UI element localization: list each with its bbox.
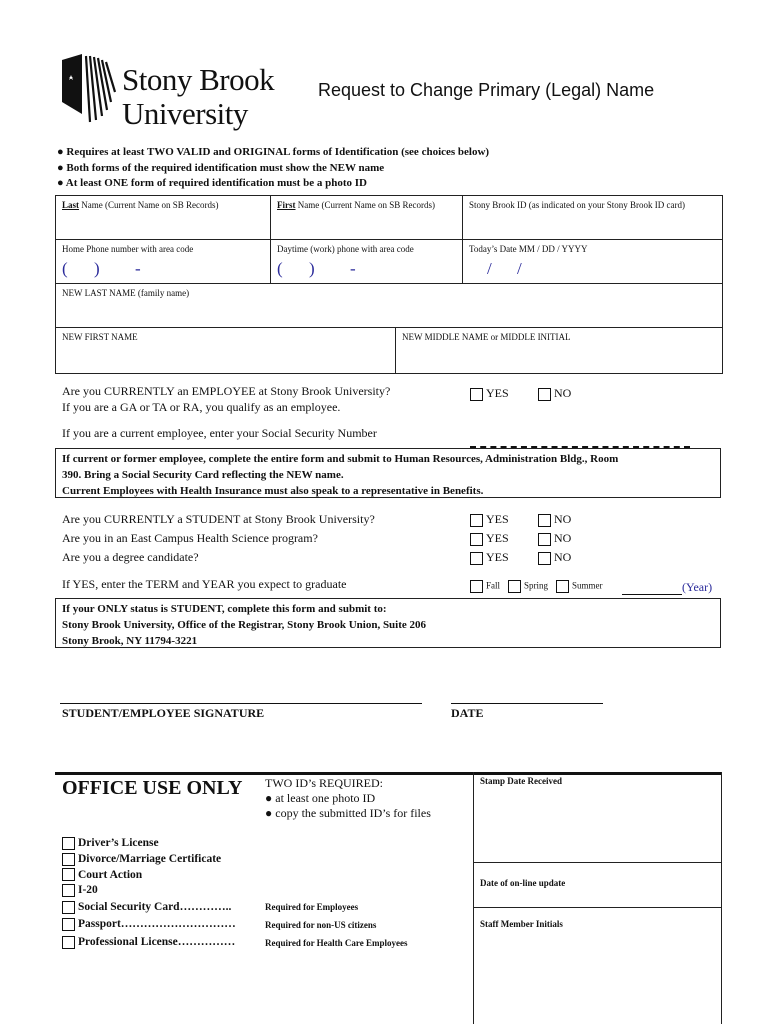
yes-label: YES	[486, 531, 509, 545]
id-checklist	[62, 836, 236, 951]
degree-no[interactable]	[538, 550, 571, 565]
term-fall[interactable]	[470, 580, 500, 593]
student-yes[interactable]	[470, 512, 509, 527]
no-label: NO	[554, 550, 572, 564]
paren-open: (	[277, 259, 283, 278]
paren-close: )	[309, 259, 315, 278]
req-employees-note: Required for Employees	[265, 902, 359, 912]
work-phone-label: Daytime (work) phone with area code	[277, 244, 414, 254]
two-ids-required: TWO ID’s REQUIRED:	[265, 776, 383, 790]
employee-instructions	[55, 448, 721, 498]
id-option-label: Divorce/Marriage Certificate	[78, 852, 222, 865]
employee-instr-line: 390. Bring a Social Security Card reflecting the NEW name.	[62, 469, 344, 481]
employee-instr-line: If current or former employee, complete the entire form and submit to Human Resources, Administration Bldg., Room	[62, 453, 619, 465]
student-instr-line: Stony Brook, NY 11794-3221	[62, 635, 198, 647]
first-rest: Name (Current Name on SB Records)	[295, 200, 435, 210]
checkbox-icon[interactable]	[62, 901, 75, 914]
first-name-cell[interactable]	[270, 195, 463, 240]
requirements-list	[57, 145, 489, 192]
new-first-name-cell[interactable]	[55, 327, 396, 374]
checkbox-icon[interactable]	[62, 837, 75, 850]
checkbox-icon[interactable]	[62, 884, 75, 897]
checkbox-icon[interactable]	[556, 580, 569, 593]
checkbox-icon[interactable]	[470, 388, 483, 401]
id-option-label: Court Action	[78, 868, 143, 881]
student-instr-line: If your ONLY status is STUDENT, complete this form and submit to:	[62, 603, 387, 615]
today-date-cell[interactable]	[462, 239, 723, 284]
graduation-question: If YES, enter the TERM and YEAR you expect to graduate	[62, 577, 347, 591]
sbid-label: Stony Brook ID (as indicated on your Stony Brook ID card)	[469, 200, 685, 210]
year-label: (Year)	[682, 580, 713, 594]
office-right-box	[473, 772, 722, 1024]
office-title: OFFICE USE ONLY	[62, 777, 243, 799]
new-last-label: NEW LAST NAME (family name)	[62, 288, 190, 298]
sbid-cell[interactable]	[462, 195, 723, 240]
req-health-note: Required for Health Care Employees	[265, 938, 408, 948]
degree-yes[interactable]	[470, 550, 509, 565]
last-rest: Name (Current Name on SB Records)	[79, 200, 219, 210]
info-grid	[55, 195, 723, 375]
id-option[interactable]	[62, 917, 236, 933]
id-option-label: I-20	[78, 884, 98, 897]
new-last-name-cell[interactable]	[55, 283, 723, 328]
student-question: Are you CURRENTLY a STUDENT at Stony Brook University?	[62, 512, 375, 526]
east-campus-yes[interactable]	[470, 531, 509, 546]
id-option-label: Driver’s License	[78, 837, 159, 849]
logo-line2: University	[122, 96, 248, 131]
employee-question: Are you CURRENTLY an EMPLOYEE at Stony Brook University?	[62, 384, 391, 398]
checkbox-icon[interactable]	[470, 533, 483, 546]
stamp-divider	[474, 862, 722, 863]
signature-label: STUDENT/EMPLOYEE SIGNATURE	[62, 706, 265, 720]
student-no[interactable]	[538, 512, 571, 527]
no-label: NO	[554, 512, 572, 526]
checkbox-icon[interactable]	[62, 918, 75, 931]
page-title: Request to Change Primary (Legal) Name	[318, 80, 655, 100]
work-phone-cell[interactable]	[270, 239, 463, 284]
last-key: Last	[62, 200, 80, 210]
id-option[interactable]	[62, 852, 236, 868]
checkbox-icon[interactable]	[470, 514, 483, 527]
student-instructions	[55, 598, 721, 648]
checkbox-icon[interactable]	[62, 936, 75, 949]
paren-close: )	[94, 259, 100, 278]
term-spring[interactable]	[508, 580, 548, 593]
new-middle-label: NEW MIDDLE NAME or MIDDLE INITIAL	[402, 332, 571, 342]
online-update-label: Date of on-line update	[480, 878, 566, 888]
checkbox-icon[interactable]	[62, 853, 75, 866]
ssn-question: If you are a current employee, enter your Social Security Number	[62, 426, 377, 440]
employee-yes[interactable]	[470, 386, 509, 401]
east-campus-question: Are you in an East Campus Health Science program?	[62, 531, 318, 545]
id-option[interactable]	[62, 836, 236, 852]
yes-label: YES	[486, 386, 509, 400]
home-phone-cell[interactable]	[55, 239, 271, 284]
home-phone-label: Home Phone number with area code	[62, 244, 194, 254]
no-label: NO	[554, 531, 572, 545]
today-date-label: Today’s Date MM / DD / YYYY	[469, 244, 588, 254]
paren-open: (	[62, 259, 68, 278]
checkbox-icon[interactable]	[538, 388, 551, 401]
checkbox-icon[interactable]	[538, 514, 551, 527]
employee-no[interactable]	[538, 386, 571, 401]
checkbox-icon[interactable]	[62, 868, 75, 881]
office-bullet: ● at least one photo ID	[265, 791, 376, 805]
phone-dash: -	[135, 259, 141, 278]
no-label: NO	[554, 386, 572, 400]
requirement-item: ● Requires at least TWO VALID and ORIGINAL forms of Identification (see choices below)	[57, 146, 490, 158]
office-bullet: ● copy the submitted ID’s for files	[265, 806, 431, 820]
spring-label: Spring	[524, 580, 549, 591]
checkbox-icon[interactable]	[508, 580, 521, 593]
first-key: First	[277, 200, 296, 210]
phone-dash: -	[350, 259, 356, 278]
degree-question: Are you a degree candidate?	[62, 550, 199, 564]
date-line[interactable]	[451, 703, 603, 704]
east-campus-no[interactable]	[538, 531, 571, 546]
date-slash: /	[517, 259, 522, 278]
year-field[interactable]	[622, 594, 682, 595]
stamp-label: Stamp Date Received	[480, 776, 562, 786]
fall-label: Fall	[486, 580, 501, 591]
new-middle-name-cell[interactable]	[395, 327, 723, 374]
student-instr-line: Stony Brook University, Office of the Registrar, Stony Brook Union, Suite 206	[62, 619, 427, 631]
shield-logo-icon	[60, 54, 118, 126]
id-option-label: Professional License……………	[78, 935, 236, 948]
req-nonus-note: Required for non-US citizens	[265, 920, 377, 930]
employee-instr-line: Current Employees with Health Insurance must also speak to a representative in Benefits.	[62, 485, 484, 497]
id-option-label: Social Security Card…………..	[78, 901, 232, 914]
term-summer[interactable]	[556, 580, 603, 593]
id-option-label: Passport…………………………	[78, 917, 236, 930]
yes-label: YES	[486, 512, 509, 526]
id-option[interactable]	[62, 868, 236, 884]
last-name-cell[interactable]	[55, 195, 271, 240]
logo-line1: Stony Brook	[122, 62, 275, 97]
logo	[60, 52, 290, 136]
summer-label: Summer	[572, 580, 603, 591]
date-label: DATE	[451, 706, 484, 720]
id-option[interactable]	[62, 935, 236, 951]
checkbox-icon[interactable]	[470, 580, 483, 593]
requirement-item: ● Both forms of the required identification must show the NEW name	[57, 161, 385, 174]
date-slash: /	[487, 259, 492, 278]
signature-line[interactable]	[60, 703, 422, 704]
employee-note: If you are a GA or TA or RA, you qualify as an employee.	[62, 400, 341, 414]
yes-label: YES	[486, 550, 509, 564]
id-option[interactable]	[62, 900, 236, 916]
checkbox-icon[interactable]	[538, 533, 551, 546]
initials-label: Staff Member Initials	[480, 919, 563, 929]
checkbox-icon[interactable]	[470, 552, 483, 565]
id-option[interactable]	[62, 883, 236, 899]
requirement-item: ● At least ONE form of required identification must be a photo ID	[57, 177, 367, 189]
new-first-label: NEW FIRST NAME	[62, 332, 138, 342]
online-divider	[474, 907, 722, 908]
checkbox-icon[interactable]	[538, 552, 551, 565]
